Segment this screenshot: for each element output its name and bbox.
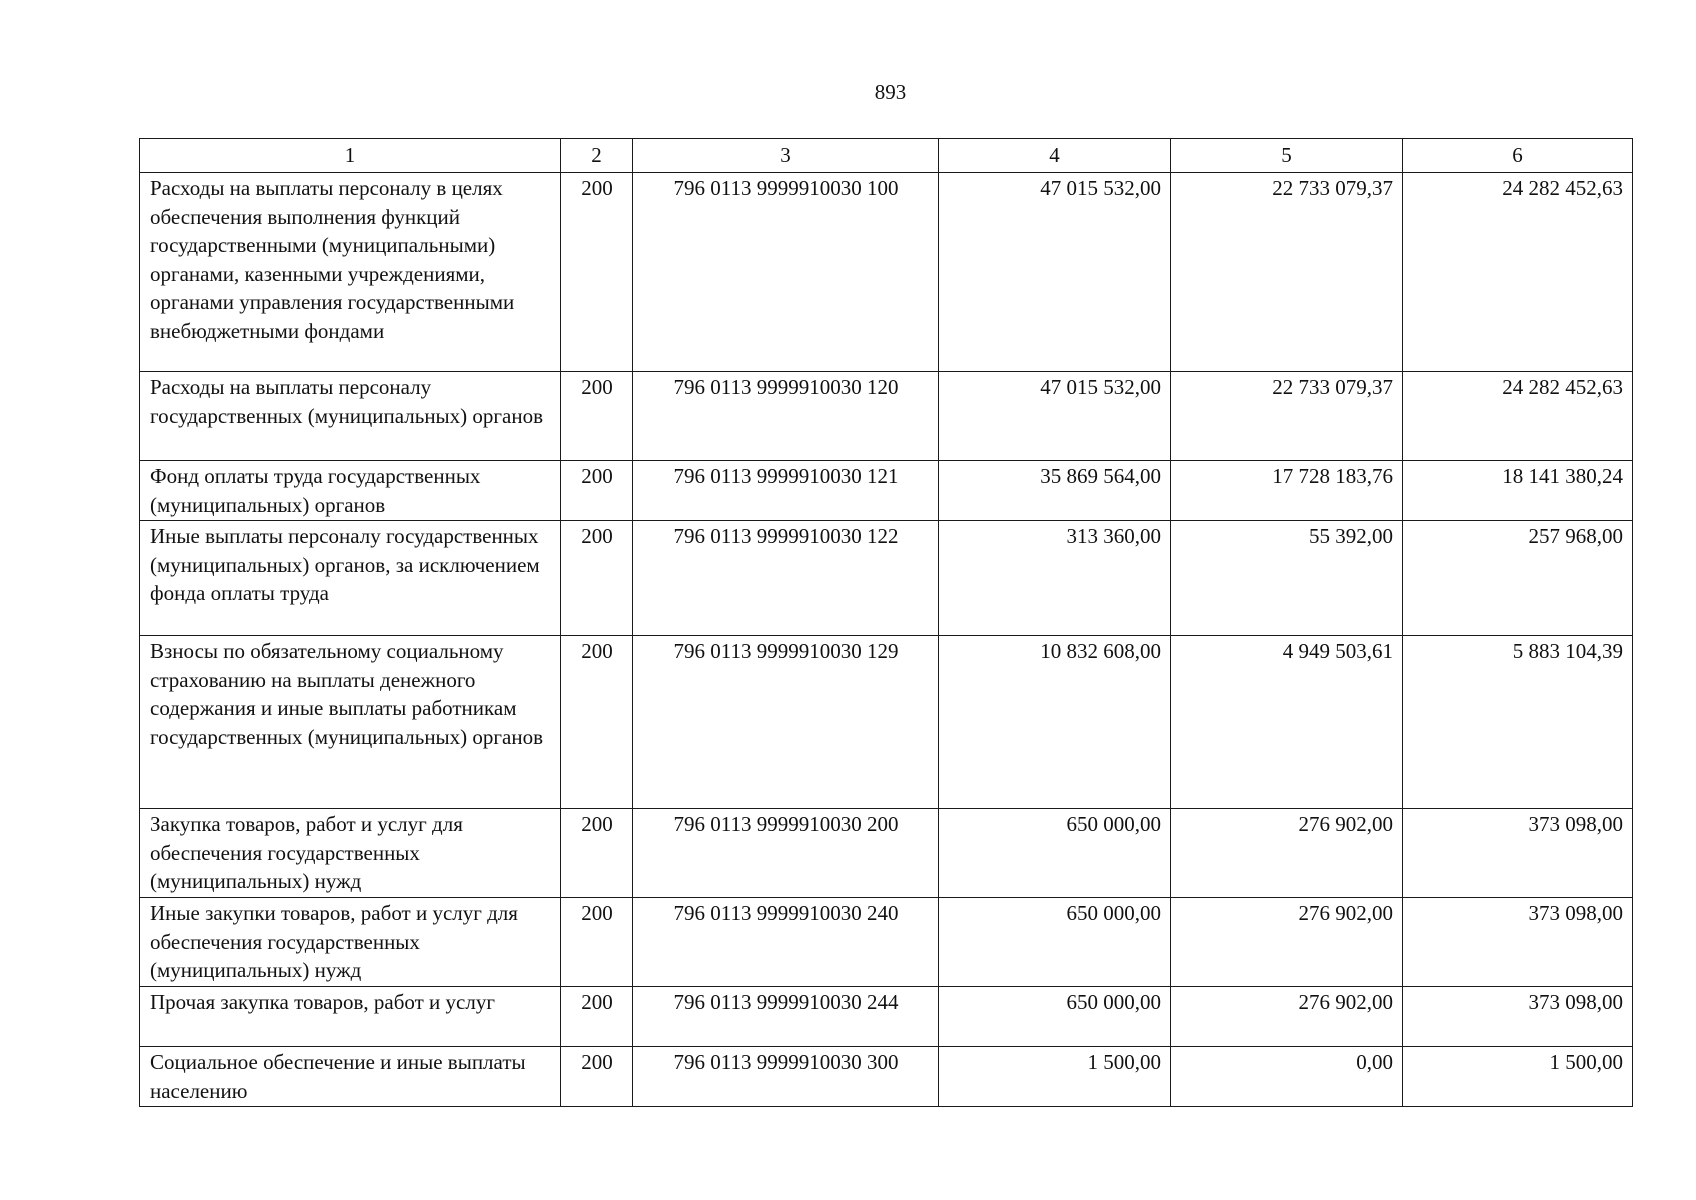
amount-col4-cell: 650 000,00	[939, 987, 1171, 1047]
amount-col6-cell: 24 282 452,63	[1403, 372, 1633, 461]
amount-col4-cell: 10 832 608,00	[939, 636, 1171, 809]
amount-col5-cell: 4 949 503,61	[1171, 636, 1403, 809]
amount-col4-cell: 650 000,00	[939, 809, 1171, 898]
code-cell: 200	[561, 809, 633, 898]
budget-classification-cell: 796 0113 9999910030 200	[633, 809, 939, 898]
column-header: 2	[561, 139, 633, 173]
table-header-row	[140, 139, 1633, 173]
amount-col6-cell: 24 282 452,63	[1403, 173, 1633, 372]
expense-name-cell: Иные выплаты персоналу государственных (муниципальных) органов, за исключением фонда оплаты труда	[140, 521, 561, 636]
code-cell: 200	[561, 461, 633, 521]
budget-classification-cell: 796 0113 9999910030 121	[633, 461, 939, 521]
amount-col4-cell: 650 000,00	[939, 898, 1171, 987]
amount-col6-cell: 18 141 380,24	[1403, 461, 1633, 521]
amount-col6-cell: 257 968,00	[1403, 521, 1633, 636]
table-row	[140, 461, 1633, 521]
budget-classification-cell: 796 0113 9999910030 300	[633, 1047, 939, 1107]
amount-col4-cell: 313 360,00	[939, 521, 1171, 636]
table-row	[140, 372, 1633, 461]
expense-name-cell: Расходы на выплаты персоналу в целях обеспечения выполнения функций государственными (муниципальными) органами, казенными учреждениями, органами управления государственными внебюджетными фондами	[140, 173, 561, 372]
expense-name-cell: Закупка товаров, работ и услуг для обеспечения государственных (муниципальных) нужд	[140, 809, 561, 898]
amount-col5-cell: 22 733 079,37	[1171, 372, 1403, 461]
amount-col6-cell: 373 098,00	[1403, 898, 1633, 987]
amount-col5-cell: 276 902,00	[1171, 987, 1403, 1047]
table-row	[140, 636, 1633, 809]
amount-col6-cell: 373 098,00	[1403, 809, 1633, 898]
budget-table	[139, 138, 1633, 1107]
column-header: 4	[939, 139, 1171, 173]
amount-col5-cell: 0,00	[1171, 1047, 1403, 1107]
table-row	[140, 987, 1633, 1047]
code-cell: 200	[561, 636, 633, 809]
amount-col5-cell: 276 902,00	[1171, 809, 1403, 898]
amount-col6-cell: 1 500,00	[1403, 1047, 1633, 1107]
budget-classification-cell: 796 0113 9999910030 240	[633, 898, 939, 987]
expense-name-cell: Расходы на выплаты персоналу государственных (муниципальных) органов	[140, 372, 561, 461]
expense-name-cell: Прочая закупка товаров, работ и услуг	[140, 987, 561, 1047]
code-cell: 200	[561, 521, 633, 636]
table-row	[140, 809, 1633, 898]
amount-col4-cell: 47 015 532,00	[939, 372, 1171, 461]
budget-classification-cell: 796 0113 9999910030 122	[633, 521, 939, 636]
amount-col6-cell: 373 098,00	[1403, 987, 1633, 1047]
amount-col4-cell: 1 500,00	[939, 1047, 1171, 1107]
column-header: 3	[633, 139, 939, 173]
code-cell: 200	[561, 372, 633, 461]
column-header: 6	[1403, 139, 1633, 173]
table-row	[140, 898, 1633, 987]
budget-classification-cell: 796 0113 9999910030 120	[633, 372, 939, 461]
amount-col4-cell: 47 015 532,00	[939, 173, 1171, 372]
amount-col6-cell: 5 883 104,39	[1403, 636, 1633, 809]
budget-classification-cell: 796 0113 9999910030 244	[633, 987, 939, 1047]
budget-classification-cell: 796 0113 9999910030 100	[633, 173, 939, 372]
expense-name-cell: Иные закупки товаров, работ и услуг для обеспечения государственных (муниципальных) нужд	[140, 898, 561, 987]
column-header: 5	[1171, 139, 1403, 173]
page-number: 893	[874, 80, 907, 104]
code-cell: 200	[561, 173, 633, 372]
table-row	[140, 521, 1633, 636]
amount-col4-cell: 35 869 564,00	[939, 461, 1171, 521]
table-row	[140, 1047, 1633, 1107]
amount-col5-cell: 22 733 079,37	[1171, 173, 1403, 372]
code-cell: 200	[561, 898, 633, 987]
amount-col5-cell: 55 392,00	[1171, 521, 1403, 636]
column-header: 1	[140, 139, 561, 173]
amount-col5-cell: 276 902,00	[1171, 898, 1403, 987]
expense-name-cell: Взносы по обязательному социальному страхованию на выплаты денежного содержания и иные выплаты работникам государственных (муниципальных) органов	[140, 636, 561, 809]
amount-col5-cell: 17 728 183,76	[1171, 461, 1403, 521]
code-cell: 200	[561, 1047, 633, 1107]
budget-classification-cell: 796 0113 9999910030 129	[633, 636, 939, 809]
expense-name-cell: Социальное обеспечение и иные выплаты населению	[140, 1047, 561, 1107]
expense-name-cell: Фонд оплаты труда государственных (муниципальных) органов	[140, 461, 561, 521]
table-row	[140, 173, 1633, 372]
code-cell: 200	[561, 987, 633, 1047]
